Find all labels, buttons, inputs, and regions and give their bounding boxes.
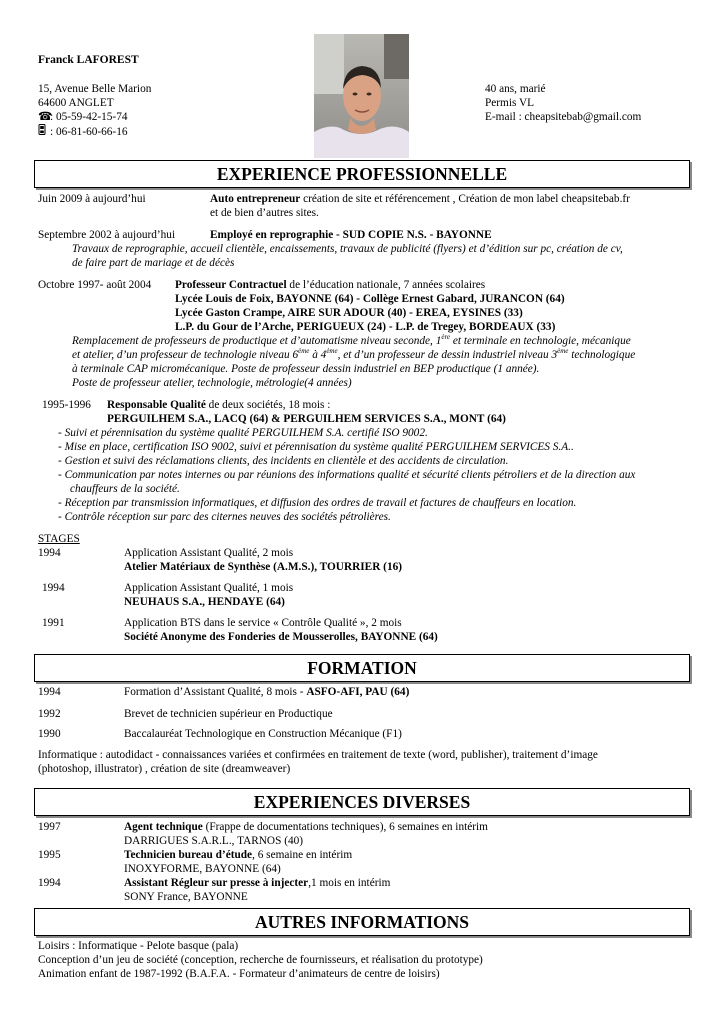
stage2-company: NEUHAUS S.A., HENDAYE (64) <box>124 596 285 608</box>
job4-bullet-4b: chauffeurs de la société. <box>70 483 180 495</box>
stage1-year: 1994 <box>38 547 61 559</box>
formation3-year: 1990 <box>38 728 61 740</box>
job2-title: Employé en reprographie - SUD COPIE N.S. - BAYONNE <box>210 229 492 241</box>
job1-description <box>210 192 630 206</box>
address-line-2: 64600 ANGLET <box>38 97 114 109</box>
diverse2-year: 1995 <box>38 849 61 861</box>
formation1-school: ASFO-AFI, PAU (64) <box>306 686 410 698</box>
job3-desc-1a: Remplacement de professeurs de productique et d’automatisme niveau seconde, 1 <box>72 335 442 347</box>
formation1-text: Formation d’Assistant Qualité, 8 mois - <box>124 686 307 698</box>
formation-info-2: (photoshop, illustrator) , création de site (dreamweaver) <box>38 763 291 775</box>
candidate-name: Franck LAFOREST <box>38 54 139 66</box>
job3-desc-2d: technologique <box>568 349 636 361</box>
section-formation-header: FORMATION <box>34 654 690 682</box>
job4-bullet-1: - Suivi et pérennisation du système qualité PERGUILHEM S.A. certifié ISO 9002. <box>58 427 428 439</box>
phone-number: : 05-59-42-15-74 <box>50 111 128 123</box>
job2-desc-2: de faire part de mariage et de décès <box>72 257 235 269</box>
job3-role-desc: de l’éducation nationale, 7 années scolaires <box>286 279 486 291</box>
diverse1-role: Agent technique <box>124 821 203 833</box>
mobile-phone-icon <box>38 124 50 139</box>
job3-desc-1b: et terminale en technologie, mécanique <box>450 335 631 347</box>
formation1-desc <box>124 685 409 699</box>
job4-date: 1995-1996 <box>42 399 91 411</box>
mobile-number: : 06-81-60-66-16 <box>50 126 128 138</box>
telephone-icon: ☎ <box>38 111 53 123</box>
age-status: 40 ans, marié <box>485 83 546 95</box>
job1-desc: création de site et référencement , Création de mon label cheapsitebab.fr <box>300 193 630 205</box>
job4-bullet-6: - Contrôle réception sur parc des citernes neuves des sociétés pétrolières. <box>58 511 391 523</box>
job3-desc-2a: et atelier, d’un professeur de technologie niveau 6 <box>72 349 299 361</box>
job4-role-line <box>107 398 330 412</box>
driving-license: Permis VL <box>485 97 535 109</box>
stage2-year: 1994 <box>42 582 65 594</box>
job3-school-3: L.P. du Gour de l’Arche, PERIGUEUX (24) - L.P. de Tregey, BORDEAUX (33) <box>175 321 556 333</box>
autres-line-3: Animation enfant de 1987-1992 (B.A.F.A. - Formateur d’animateurs de centre de loisirs) <box>38 968 440 980</box>
formation2-desc: Brevet de technicien supérieur en Productique <box>124 708 333 720</box>
job1-role: Auto entrepreneur <box>210 193 301 205</box>
job3-desc-2-sup3: ème <box>557 347 569 355</box>
job4-bullet-5: - Réception par transmission informatiques, et diffusion des ordres de travail et factures de chauffeurs en location. <box>58 497 577 509</box>
diverse2-line <box>124 848 352 862</box>
job3-desc-3: à terminale CAP micromécanique. Poste de professeur dessin industriel en BEP productique (1 année). <box>72 363 540 375</box>
diverse1-desc: (Frappe de documentations techniques), 6 semaines en intérim <box>202 821 488 833</box>
job3-desc-4: Poste de professeur atelier, technologie, métrologie(4 années) <box>72 377 352 389</box>
formation3-desc: Baccalauréat Technologique en Construction Mécanique (F1) <box>124 728 402 740</box>
diverse2-desc: , 6 semaine en intérim <box>252 849 353 861</box>
diverse3-year: 1994 <box>38 877 61 889</box>
job3-date: Octobre 1997- août 2004 <box>38 279 152 291</box>
section-experience-header: EXPERIENCE PROFESSIONNELLE <box>34 160 690 188</box>
job2-date: Septembre 2002 à aujourd’hui <box>38 229 176 241</box>
email: E-mail : cheapsitebab@gmail.com <box>485 111 642 123</box>
job3-desc-2-sup1: ème <box>298 347 310 355</box>
job4-bullet-2: - Mise en place, certification ISO 9002, suivi et pérennisation du système qualité PERGUILHEM SERVICES S.A.. <box>58 441 574 453</box>
job3-role-line <box>175 278 485 292</box>
job2-desc-1: Travaux de reprographie, accueil clientèle, encaissements, travaux de publicité (flyers) et d’édition sur pc, création de cv, <box>72 243 623 255</box>
diverse1-year: 1997 <box>38 821 61 833</box>
job3-desc-1-sup: ère <box>441 333 451 341</box>
stage3-desc: Application BTS dans le service « Contrôle Qualité », 2 mois <box>124 617 402 629</box>
diverse3-company: SONY France, BAYONNE <box>124 891 248 903</box>
job3-desc-2b: à 4 <box>309 349 327 361</box>
formation1-year: 1994 <box>38 686 61 698</box>
section-autres-header: AUTRES INFORMATIONS <box>34 908 690 936</box>
formation2-year: 1992 <box>38 708 61 720</box>
stages-title: STAGES <box>38 533 80 545</box>
portrait-photo <box>314 34 409 158</box>
address-line-1: 15, Avenue Belle Marion <box>38 83 152 95</box>
job3-role: Professeur Contractuel <box>175 279 287 291</box>
job4-company: PERGUILHEM S.A., LACQ (64) & PERGUILHEM SERVICES S.A., MONT (64) <box>107 413 506 425</box>
stage2-desc: Application Assistant Qualité, 1 mois <box>124 582 294 594</box>
stage3-company: Société Anonyme des Fonderies de Mousserolles, BAYONNE (64) <box>124 631 438 643</box>
job3-desc-1 <box>72 334 631 348</box>
stage1-company: Atelier Matériaux de Synthèse (A.M.S.), TOURRIER (16) <box>124 561 403 573</box>
autres-line-2: Conception d’un jeu de société (conception, recherche de fournisseurs, et réalisation du prototype) <box>38 954 483 966</box>
stage3-year: 1991 <box>42 617 65 629</box>
diverse1-company: DARRIGUES S.A.R.L., TARNOS (40) <box>124 835 304 847</box>
stage1-desc: Application Assistant Qualité, 2 mois <box>124 547 294 559</box>
diverse2-role: Technicien bureau d’étude <box>124 849 253 861</box>
job3-school-1: Lycée Louis de Foix, BAYONNE (64) - Collège Ernest Gabard, JURANCON (64) <box>175 293 565 305</box>
job4-bullet-4a: - Communication par notes internes ou par réunions des informations qualité et sécurité clients pétroliers et de la direction aux <box>58 469 636 481</box>
job3-school-2: Lycée Gaston Crampe, AIRE SUR ADOUR (40) - EREA, EYSINES (33) <box>175 307 523 319</box>
phone-line <box>38 110 128 124</box>
job1-desc-2: et de bien d’autres sites. <box>210 207 319 219</box>
job4-bullet-3: - Gestion et suivi des réclamations clients, des incidents en clientèle et des accidents de circulation. <box>58 455 509 467</box>
diverse3-line <box>124 876 390 890</box>
diverse3-desc: ,1 mois en intérim <box>308 877 391 889</box>
job3-desc-2c: , et d’un professeur de dessin industriel niveau 3 <box>337 349 558 361</box>
mobile-line <box>38 124 128 139</box>
diverse3-role: Assistant Régleur sur presse à injecter <box>124 877 309 889</box>
section-diverses-header: EXPERIENCES DIVERSES <box>34 788 690 816</box>
job3-desc-2-sup2: ème <box>326 347 338 355</box>
job4-role: Responsable Qualité <box>107 399 206 411</box>
diverse2-company: INOXYFORME, BAYONNE (64) <box>124 863 281 875</box>
diverse1-line <box>124 820 488 834</box>
job4-role-desc: de deux sociétés, 18 mois : <box>205 399 331 411</box>
formation-info-1: Informatique : autodidact - connaissances variées et confirmées en traitement de texte (word, publisher), traitement d’image <box>38 749 598 761</box>
job1-date: Juin 2009 à aujourd’hui <box>38 193 146 205</box>
autres-line-1: Loisirs : Informatique - Pelote basque (pala) <box>38 940 239 952</box>
job3-desc-2 <box>72 348 635 362</box>
